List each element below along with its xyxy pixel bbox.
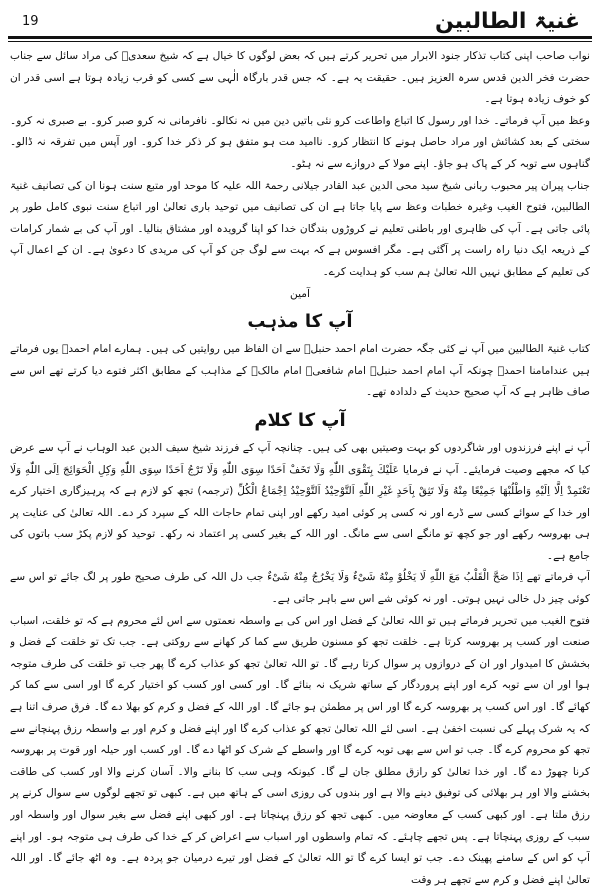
paragraph-2: وعظ میں آپ فرماتے۔ خدا اور رسول کا اتباع واطاعت کرو نئی باتیں دین میں نہ نکالو۔ نافرمانی نہ کرو صبر کرو۔ بے صبری نہ کرو۔ سختی کے بعد کشائش اور مراد حاصل ہونے کا انتظار کرو۔ ناامید مت ہو متفق ہو کر ذکر خدا کرو۔ اور آپس میں تفرقہ نہ ڈالو۔ گناہوں سے توبہ کر کے پاک ہو جاؤ۔ اپنے مولا کے دروازے سے نہ ہٹو۔ (10, 114, 590, 170)
page-number: 19 (22, 13, 39, 29)
paragraph-3: جناب پیران پیر محبوب ربانی شیخ سید محی الدین عبد القادر جیلانی رحمۃ اللہ علیہ کا موحد اور متبع سنت ہونا ان کی تصانیف غنیۃ الطالبین، فتوح الغیب وغیرہ خطبات وعظ سے پایا جاتا ہے ان کی تصانیف میں توحید باری تعالیٰ اور اتباع سنت نبوی کامل طور پر پائی جاتی ہے۔ آپ کی ظاہری اور باطنی تعلیم نے کروڑوں بندگان خدا کو اپنا گرویدہ اور مشتاق بنالیا۔ اور آپ کی بے شمار کرامات کے ذریعہ ایک دنیا راہ راست پر آگئی ہے۔ مگر افسوس ہے کہ بہت سے لوگ جن کو آپ کی مریدی کا دعویٰ ہے۔ ان کے اعمال آپ کی تعلیم کے مطابق نہیں اللہ تعالیٰ ہم سب کو ہدایت کرے۔ (10, 179, 590, 278)
paragraph-5-translation: (ترجمہ) تجھ کو لازم ہے کہ پرہیزگاری اختیار کرے اور خدا کے سوائے کسی سے ڈرے اور نہ کسی پر کوئی امید رکھے اور اپنی تمام حاجات اللہ کے سپرد کر دے۔ اللہ تعالیٰ کی عنایت پر ہی بھروسہ رکھے اور جو کچھ تو مانگے اسی سے مانگ۔ اور اللہ کے بغیر کسی پر اعتماد نہ رکھ۔ توحید کو لازم پکڑ سب باتوں کی جامع ہے۔ (10, 485, 590, 562)
paragraph-6-translation: جب دل اللہ کی طرف صحیح طور پر لگ جائے تو اس سے کوئی چیز دل خالی نہیں ہوتی۔ اور نہ کوئی شے اس سے باہر جاتی ہے۔ (10, 571, 590, 606)
ameen-line: آمین (290, 287, 310, 300)
header-rule-thin (8, 41, 592, 42)
arabic-quote-2: اِذَا صَحَّ الْقَلْبُ مَعَ اللّٰهِ لَا یَخْلُوْ مِنْهُ شَیْءٌ وَلَا یَخْرُجُ مِنْهُ شَیْءٌ (267, 571, 523, 584)
page-header (8, 6, 592, 36)
paragraph-4: کتاب غنیۃ الطالبین میں آپ نے کئی جگہ حضرت امام احمد حنبلؒ سے ان الفاظ میں روایتیں کی ہیں۔ ہمارے امام احمدؒ یوں فرماتے ہیں عندامامنا احمدؒ چونکہ آپ امام احمد حنبلؒ امام شافعیؒ امام مالکؒ کے مذاہب کے مطابق اکثر فتوے دیا کرتے تھے اس سے صاف ظاہر ہے کہ آپ صحیح حدیث کے دلدادہ تھے۔ (10, 343, 590, 399)
paragraph-5-intro: آپ نے اپنے فرزندوں اور شاگردوں کو بہت وصیتیں بھی کی ہیں۔ چنانچہ آپ کے فرزند شیخ سیف الدین عبد الوہاب نے آپ سے عرض کیا کہ مجھے وصیت فرمایئے۔ آپ نے فرمایا (10, 441, 590, 476)
page-body (10, 46, 590, 890)
section-heading-kalam: آپ کا کلام (254, 409, 346, 431)
header-rule-thick (8, 36, 592, 39)
paragraph-5 (10, 438, 590, 568)
paragraph-7: فتوح الغیب میں تحریر فرماتے ہیں تو اللہ تعالیٰ کے فضل اور اس کی بے واسطہ نعمتوں سے اس لئے محروم ہے کہ تو خلقت، اسباب صنعت اور کسب پر بھروسہ کرتا ہے۔ خلقت تجھ کو مسنون طریق سے کما کر کھانے سے روکتی ہے۔ جب تک تو خلقت کے فضل و بخشش کا امیدوار اور ان کے دروازوں پر سوال کرتا رہے گا۔ تو اللہ تعالیٰ تجھ کو عذاب کرے گا پھر جب تو خلقت کی طرف متوجہ ہوا اور ان سے توبہ کرے اور اپنے پروردگار کے ساتھ شریک نہ بنائے گا۔ اور کسی اور کسب کو اختیار کرے گا اور اسی سے کما کر کھائے گا۔ اور اس کسب پر بھروسہ کرے گا اور اس پر مطمئن ہو جائے گا۔ اور اللہ کے فضل و کرم کو بھلا دے گا۔ فرق صرف اتنا ہے کہ یہ شرک پہلے کی نسبت اخفیٰ ہے۔ اسی لئے اللہ تعالیٰ تجھ کو عذاب کرے گا اور اپنے فضل و کرم اور بے واسطہ رزق پہنچانے سے تجھ کو محروم کرے گا۔ جب تو اس سے بھی توبہ کرے گا اور واسطے کے شرک کو اٹھا دے گا۔ اور کسب اور حیلہ اور قوت پر بھروسہ کرنا چھوڑ دے گا۔ اور خدا تعالیٰ کو رازق مطلق جان لے گا۔ کیونکہ وہی سب کا بنانے والا۔ آسان کرنے والا اور کسب کی طاقت بخشنے والا اور ہر بھلائی کی توفیق دینے والا ہے اور بندوں کی روزی اسی کے ہاتھ میں ہے۔ کبھی تو تجھے لوگوں سے سوال کرنے پر رزق ملتا ہے۔ اور کبھی کسب کے معاوضہ میں۔ کبھی تجھ کو رزق پہنچاتا ہے۔ اور کبھی اپنے فضل سے بغیر سوال اور واسطہ اور سبب کے روزی پہنچاتا ہے۔ پس تجھے چاہئے۔ کہ تمام واسطوں اور اسباب سے اعراض کر کے خدا کی طرف ہی متوجہ ہو۔ اور اپنے آپ کو اس کے سامنے پھینک دے۔ جب تو ایسا کرے گا تو اللہ تعالیٰ کے فضل اور تیرے درمیان جو پردہ ہے۔ وہ اٹھ جائے گا۔ اور اللہ تعالیٰ اپنے فضل و کرم سے تجھے ہر وقت (10, 614, 590, 886)
paragraph-1: نواب صاحب اپنی کتاب تذکار جنود الابرار میں تحریر کرتے ہیں کہ بعض لوگوں کا خیال ہے کہ شیخ سعدیؒ کی مراد سائل سے جناب حضرت فخر الدین قدس سرہ العزیز ہیں۔ حقیقت یہ ہے۔ کہ جس قدر بارگاہ الٰہی سے کسی کو قرب زیادہ ہوتا ہے اسی قدر ان کو خوف زیادہ ہوتا ہے۔ (10, 50, 590, 106)
paragraph-6 (10, 567, 590, 610)
section-heading-madhab: آپ کا مذہب (247, 311, 353, 333)
book-title: غنیۃ الطالبین (434, 8, 580, 34)
arabic-quote-1: عَلَیْكَ بِتَقْوَی اللّٰهِ وَلَا تَخَفْ اَحَدًا سِوَی اللّٰهِ وَلَا تَرْجُ اَحَدًا سِوَی اللّٰهِ وَكِلِ الْحَوَائِجَ اِلَی اللّٰهِ وَلَا تَعْتَمِدْ اِلَّا اِلَیْهِ وَاطْلُبْهَا جَمِیْعًا مِنْهُ وَلَا تَثِقْ بِاَحَدٍ غَیْرِ اللّٰهِ اَلتَّوْحِیْدُ اَلتَّوْحِیْدُ اِجْمَاعُ الْكُلِّ (10, 463, 590, 498)
paragraph-6-intro: آپ فرماتے تھے (526, 571, 590, 584)
